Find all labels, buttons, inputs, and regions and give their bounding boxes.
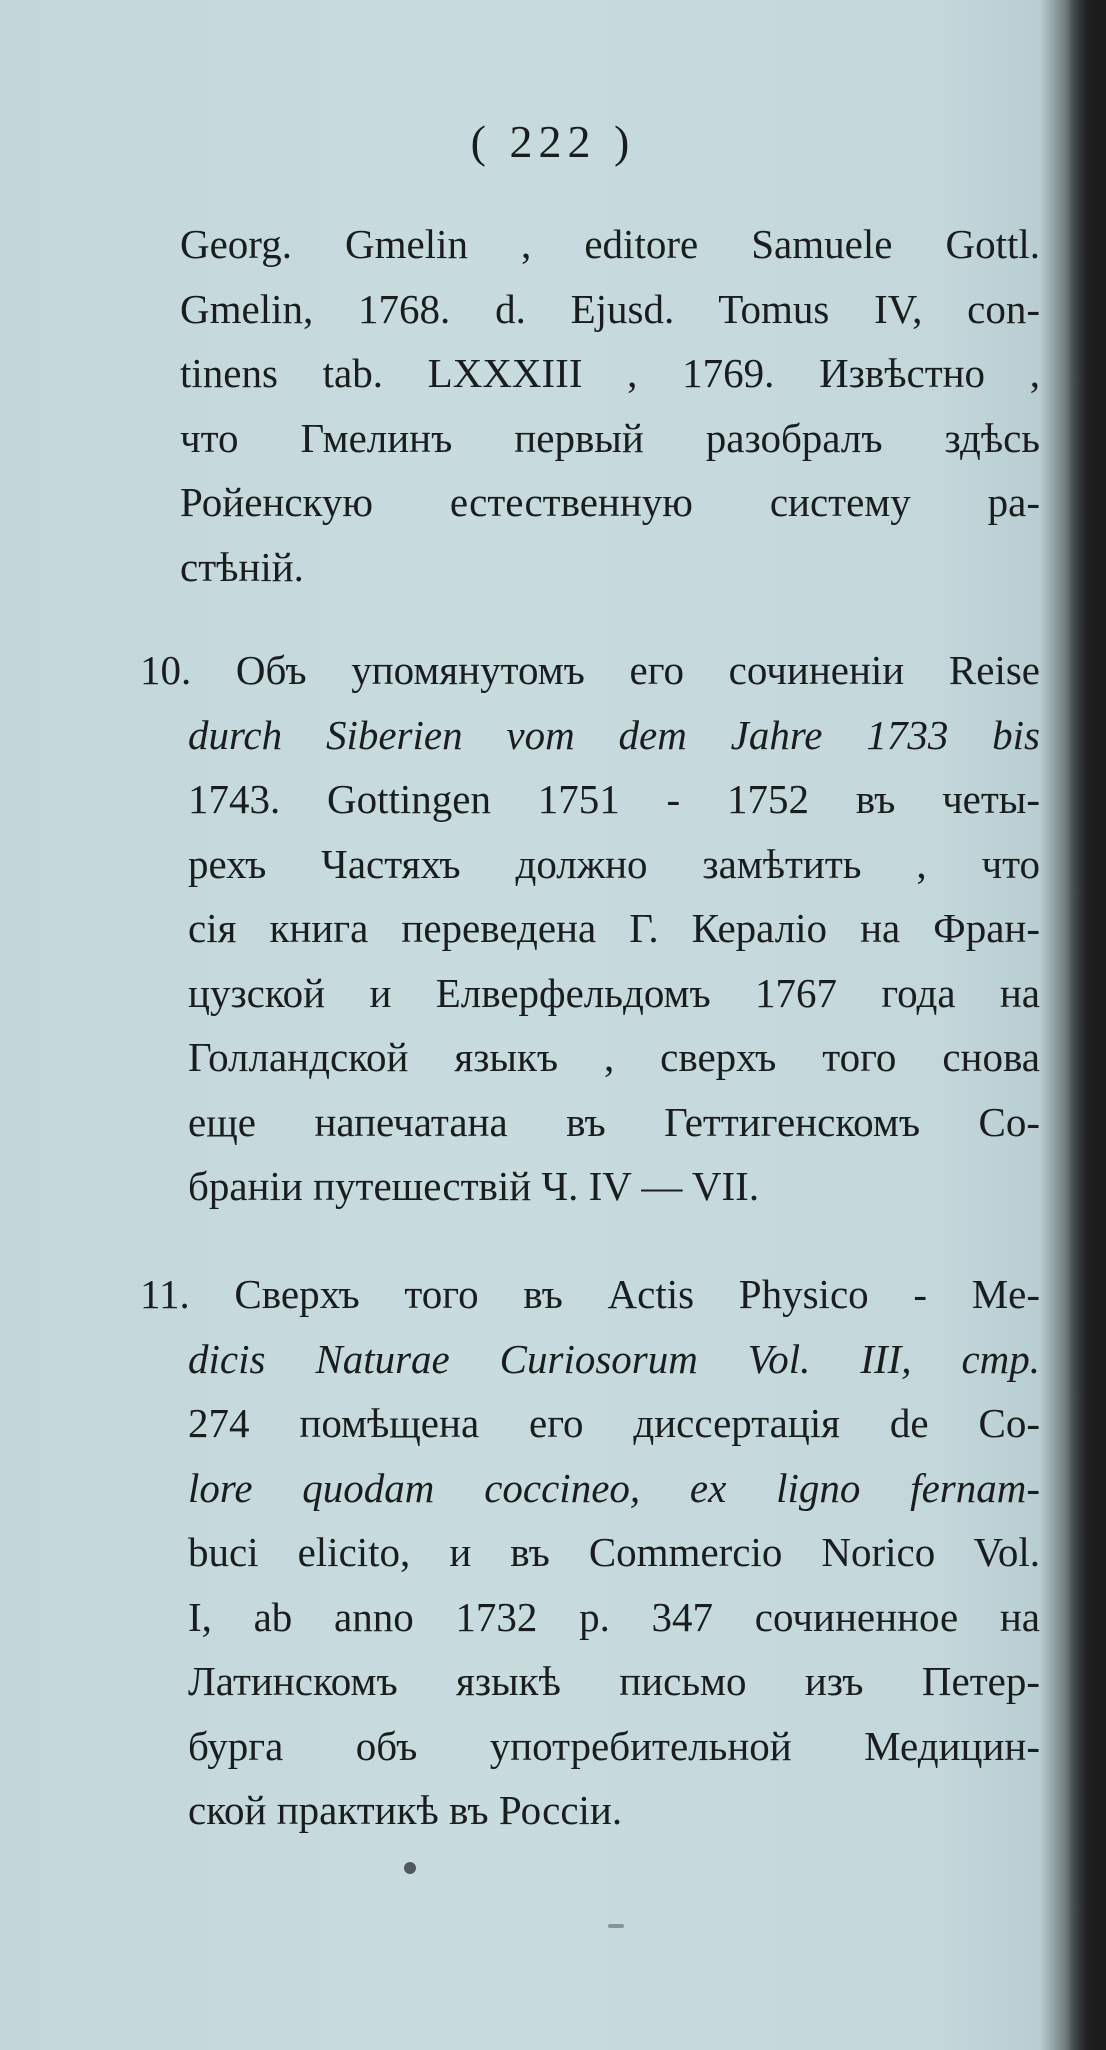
text-line: 1743. Gottingen 1751 - 1752 въ четы- [188,776,1040,822]
text-line: ской практикѣ въ Россiи. [188,1787,623,1833]
text-line: что Гмелинъ первый разобралъ здѣсь [180,414,1040,461]
numbered-paragraph-11 [140,1262,1040,1843]
text-line: lore quodam coccineo, ex ligno fernam- [188,1464,1040,1511]
text-line: 11. Сверхъ того въ Actis Physico - Me- [140,1271,1040,1317]
text-line: стѣнiй. [180,543,304,590]
text-line: Голландской языкъ , сверхъ того снова [188,1034,1040,1080]
text-line: бранiи путешествiй Ч. IV — VII. [188,1163,760,1209]
text-line: buci elicito, и въ Commercio Norico Vol. [188,1529,1040,1575]
text-line: еще напечатана въ Геттигенскомъ Со- [188,1098,1040,1145]
page-number: ( 222 ) [470,116,636,167]
text-line: Gmelin, 1768. d. Ejusd. Tomus IV, con- [180,285,1040,332]
text-line: Латинскомъ языкѣ письмо изъ Петер- [188,1658,1040,1704]
text-line: Georg. Gmelin , editore Samuele Gottl. [180,221,1040,267]
text-line: сiя книга переведена Г. Кераліо на Фран- [188,905,1040,951]
paragraph-continuation [180,212,1040,599]
ink-smudge [404,1862,416,1874]
book-spine-shadow [1066,0,1106,2050]
text-line: Ройенскую естественную систему ра- [180,479,1040,525]
ink-smudge [608,1924,624,1928]
text-line: 10. Объ упомянутомъ его сочиненiи Reise [140,647,1040,693]
text-line: цузской и Елверфельдомъ 1767 года на [188,969,1040,1016]
text-line: 274 помѣщена его диссертацiя de Co- [188,1400,1040,1446]
numbered-paragraph-10 [140,638,1040,1219]
text-line: бурга объ употребительной Медицин- [188,1722,1040,1769]
text-line: durch Siberien vom dem Jahre 1733 bis [188,711,1040,758]
text-line: рехъ Частяхъ должно замѣтить , что [188,840,1040,887]
text-line: dicis Naturae Curiosorum Vol. III, стр. [188,1335,1040,1382]
text-line: I, ab anno 1732 p. 347 сочиненное на [188,1593,1040,1640]
text-line: tinens tab. LXXXIII , 1769. Извѣстно , [180,350,1040,396]
